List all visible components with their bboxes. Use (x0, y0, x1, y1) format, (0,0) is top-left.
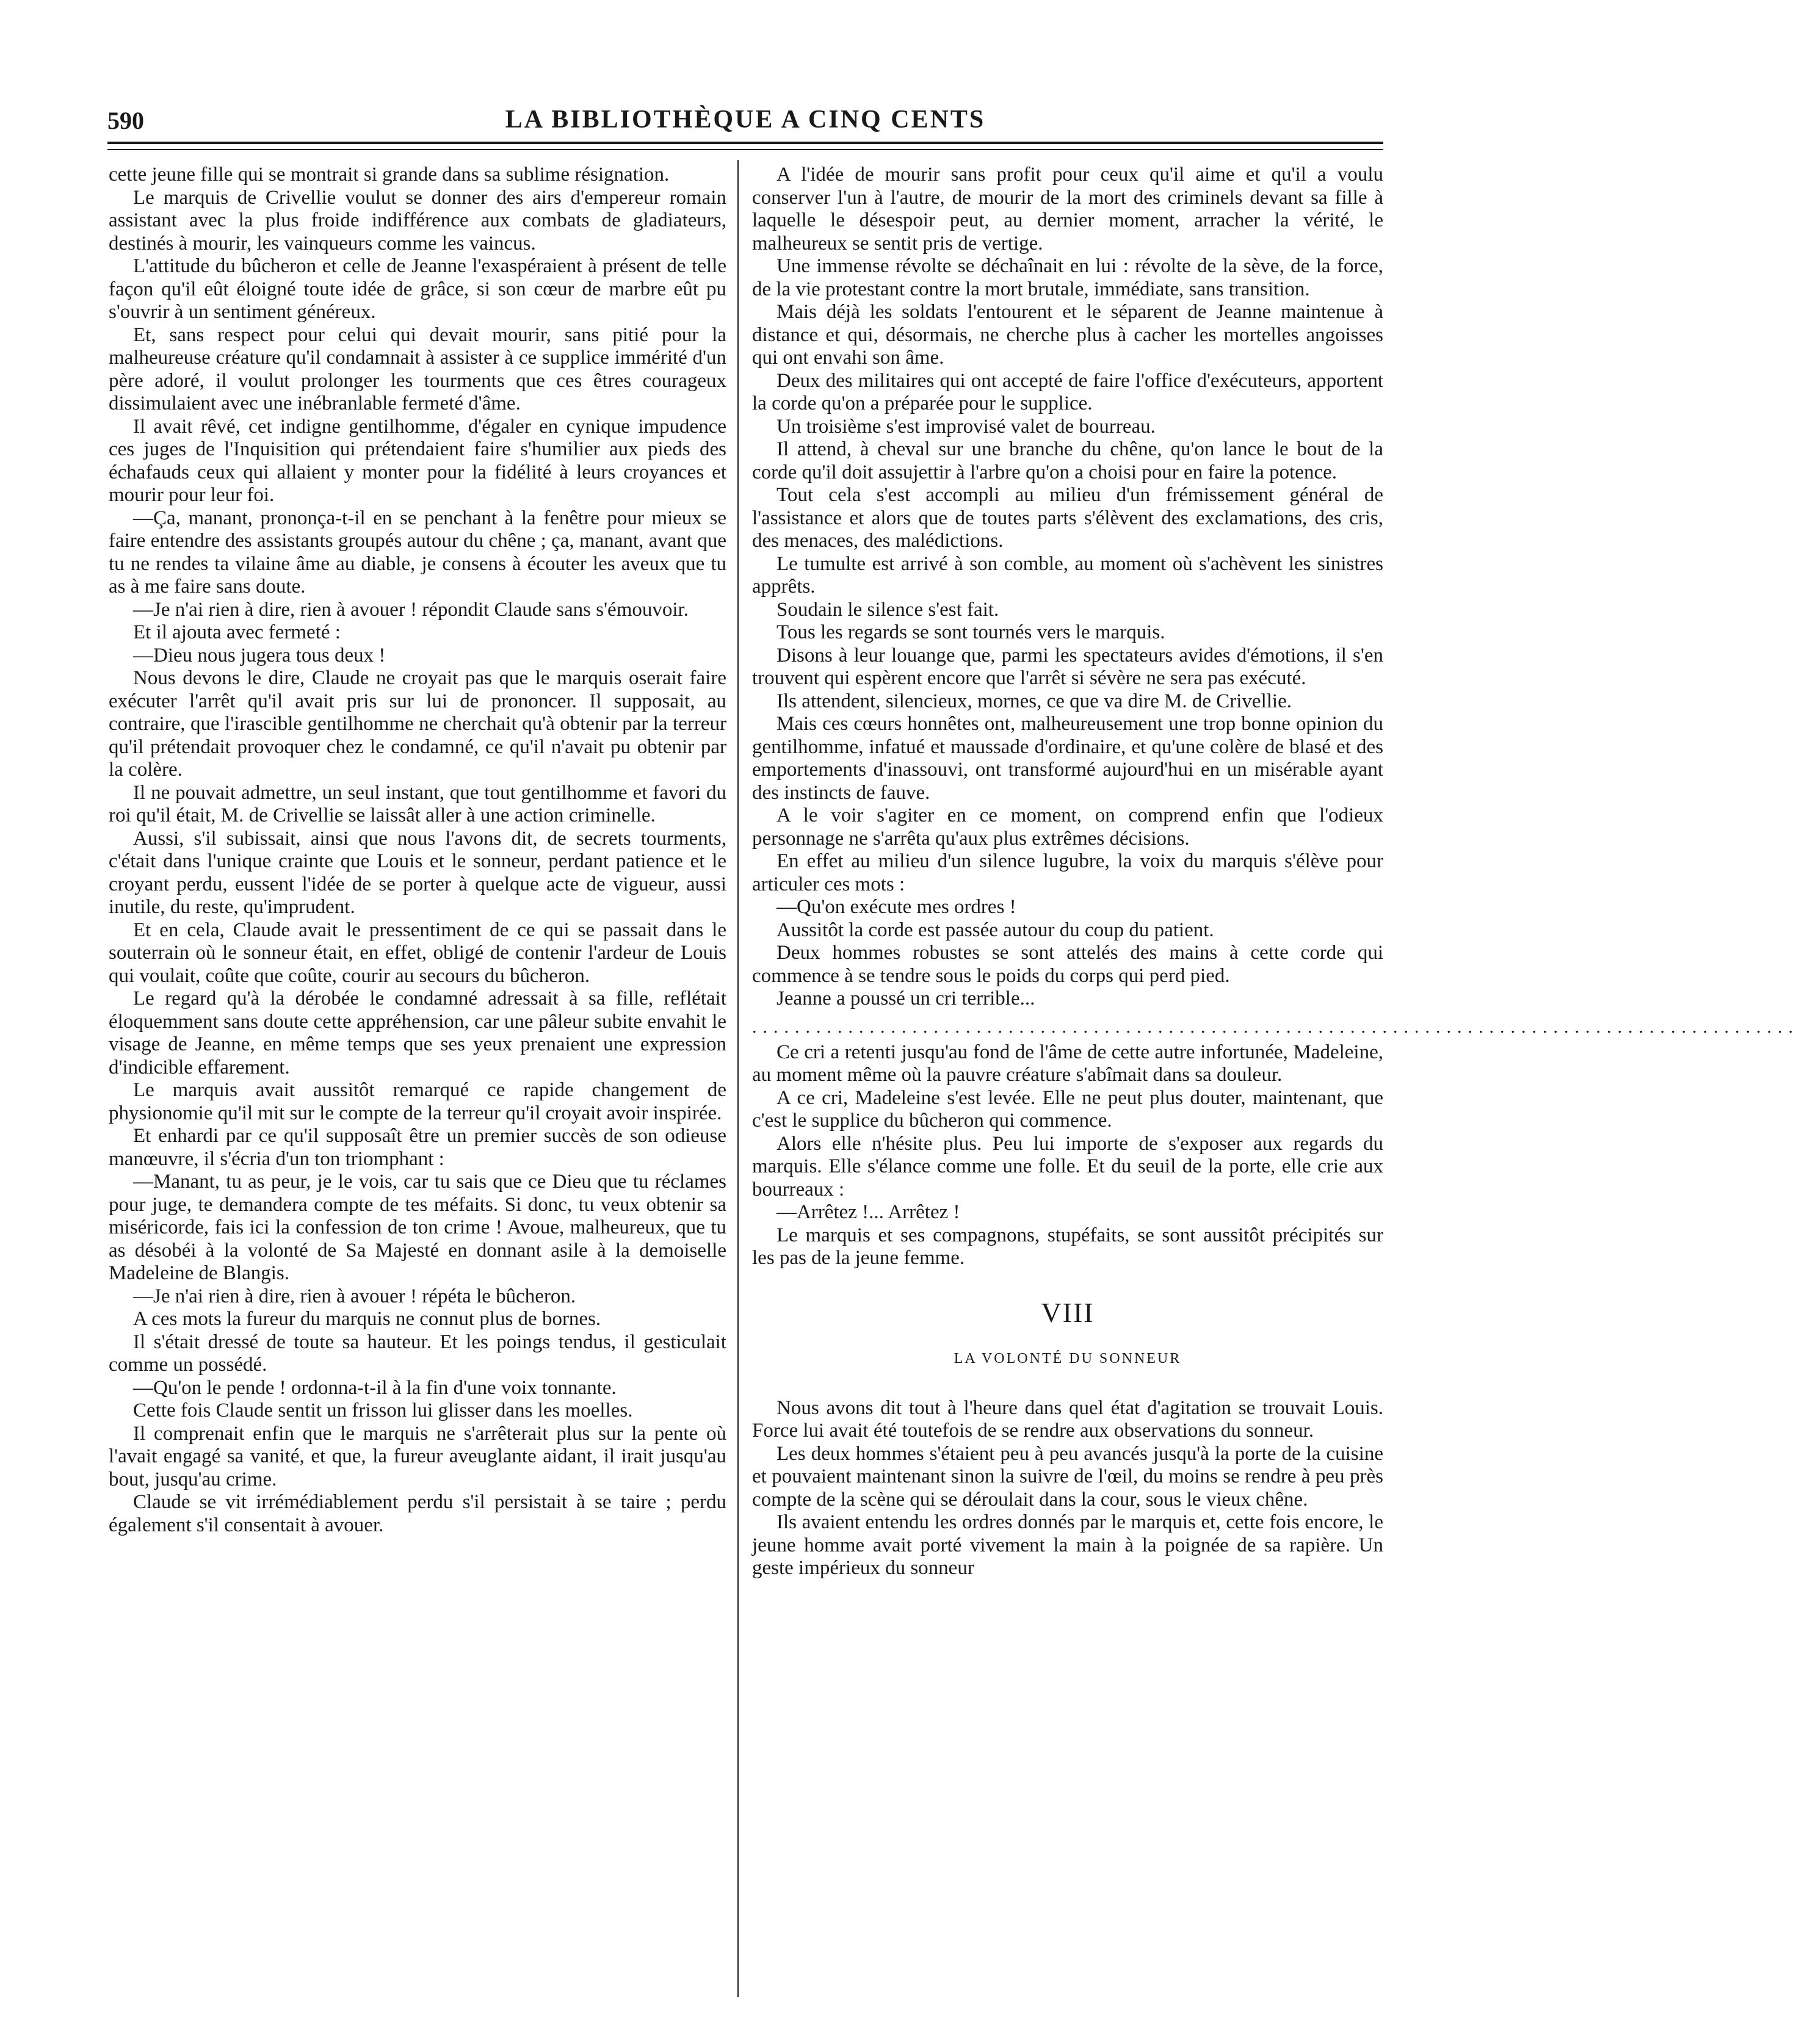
paragraph: Et il ajouta avec fermeté : (133, 621, 341, 643)
paragraph: Et en cela, Claude avait le pressentiment de ce qui se passait dans le souterrain où le sonneur était, en effet, obligé de contenir l'ardeur de Louis qui voulait, coûte que coûte, courir au secours du bûcheron. (109, 919, 726, 987)
paragraph: cette jeune fille qui se montrait si grande dans sa sublime résignation. (109, 164, 670, 186)
paragraph: A ces mots la fureur du marquis ne connut plus de bornes. (133, 1308, 601, 1330)
paragraph: Le regard qu'à la dérobée le condamné adressait à sa fille, reflétait éloquemment sans doute cette appréhension, car une pâleur subite envahit le visage de Jeanne, en même temps que ses yeux prenaient une expression d'indicible effarement. (109, 988, 726, 1078)
chapter-number: VIII (1041, 1296, 1095, 1328)
paragraph: L'attitude du bûcheron et celle de Jeanne l'exaspéraient à présent de telle façon qu'il eût éloigné toute idée de grâce, si son cœur de marbre eût pu s'ouvrir à un sentiment généreux. (109, 255, 726, 323)
paragraph: Aussitôt la corde est passée autour du coup du patient. (776, 919, 1214, 941)
paragraph: Tous les regards se sont tournés vers le marquis. (776, 621, 1165, 643)
paragraph: Il attend, à cheval sur une branche du chêne, qu'on lance le bout de la corde qu'il doit assujettir à l'arbre qu'on a choisi pour en faire la potence. (752, 438, 1383, 483)
paragraph: Le tumulte est arrivé à son comble, au moment où s'achèvent les sinistres apprêts. (752, 552, 1383, 598)
page-number: 590 (107, 107, 144, 134)
paragraph: Il ne pouvait admettre, un seul instant, que tout gentilhomme et favori du roi qu'il était, M. de Crivellie se laissât aller à une action criminelle. (109, 781, 726, 826)
paragraph: Tout cela s'est accompli au milieu d'un frémissement général de l'assistance et alors que de toutes parts s'élèvent des exclamations, des cris, des menaces, des malédictions. (752, 484, 1383, 552)
paragraph: —Dieu nous jugera tous deux ! (133, 644, 386, 666)
paragraph: Disons à leur louange que, parmi les spectateurs avides d'émotions, il s'en trouvent qui espèrent encore que l'arrêt si sévère ne sera pas exécuté. (752, 644, 1383, 689)
paragraph: A l'idée de mourir sans profit pour ceux qu'il aime et qu'il a voulu conserver l'un à l'autre, de mourir de la mort des criminels devant sa fille à laquelle le désespoir peut, au dernier moment, arracher la vérité, le malheureux se sentit pris de vertige. (752, 164, 1383, 255)
paragraph: Nous avons dit tout à l'heure dans quel état d'agitation se trouvait Louis. Force lui avait été toutefois de se rendre aux observations du sonneur. (752, 1396, 1383, 1442)
paragraph: Jeanne a poussé un cri terrible... (776, 988, 1035, 1009)
paragraph: Alors elle n'hésite plus. Peu lui importe de s'exposer aux regards du marquis. Elle s'élance comme une folle. Et du seuil de la porte, elle crie aux bourreaux : (752, 1132, 1383, 1201)
paragraph: —Qu'on le pende ! ordonna-t-il à la fin d'une voix tonnante. (133, 1376, 617, 1399)
paragraph: Le marquis et ses compagnons, stupéfaits, se sont aussitôt précipités sur les pas de la jeune femme. (752, 1224, 1383, 1269)
paragraph: Deux des militaires qui ont accepté de faire l'office d'exécuteurs, apportent la corde qu'on a préparée pour le supplice. (752, 369, 1383, 414)
paragraph: Il avait rêvé, cet indigne gentilhomme, d'égaler en cynique impudence ces juges de l'Inquisition qui prétendaient faire s'humilier aux pieds des échafauds ceux qui allaient y monter pour la fidélité à leurs croyances et mourir pour leur foi. (109, 415, 726, 506)
paragraph: Mais déjà les soldats l'entourent et le séparent de Jeanne maintenue à distance et qui, désormais, ne cherche plus à cacher les mortelles angoisses qui ont envahi son âme. (752, 301, 1383, 369)
paragraph: Le marquis de Crivellie voulut se donner des airs d'empereur romain assistant avec la plus froide indifférence aux combats de gladiateurs, destinés à mourir, les vainqueurs comme les vaincus. (109, 186, 726, 255)
paragraph: Les deux hommes s'étaient peu à peu avancés jusqu'à la porte de la cuisine et pouvaient maintenant sinon la suivre de l'œil, du moins se rendre à peu près compte de la scène qui se déroulait dans la cour, sous le vieux chêne. (752, 1442, 1383, 1511)
paragraph: —Manant, tu as peur, je le vois, car tu sais que ce Dieu que tu réclames pour juge, te demandera compte de tes méfaits. Si donc, tu veux obtenir sa miséricorde, fais ici la confession de ton crime ! Avoue, malheureux, que tu as désobéi à la volonté de Sa Majesté en donnant asile à la demoiselle Madeleine de Blangis. (109, 1171, 726, 1284)
paragraph: Un troisième s'est improvisé valet de bourreau. (776, 415, 1156, 438)
paragraph: Et enhardi par ce qu'il supposaît être un premier succès de son odieuse manœuvre, il s'écria d'un ton triomphant : (109, 1125, 726, 1170)
paragraph: Cette fois Claude sentit un frisson lui glisser dans les moelles. (133, 1399, 633, 1421)
paragraph: —Je n'ai rien à dire, rien à avouer ! répondit Claude sans s'émouvoir. (133, 598, 689, 621)
paragraph: Claude se vit irrémédiablement perdu s'il persistait à se taire ; perdu également s'il consentait à avouer. (109, 1491, 726, 1536)
left-column (109, 164, 726, 1537)
paragraph: Ils attendent, silencieux, mornes, ce que va dire M. de Crivellie. (776, 690, 1292, 712)
chapter-title: LA VOLONTÉ DU SONNEUR (954, 1350, 1182, 1367)
paragraph: Il comprenait enfin que le marquis ne s'arrêterait plus sur la pente où l'avait engagé sa vanité, et que, la fureur aveuglante aidant, il irait jusqu'au bout, jusqu'au crime. (109, 1422, 726, 1490)
paragraph: —Je n'ai rien à dire, rien à avouer ! répéta le bûcheron. (133, 1285, 576, 1307)
paragraph: —Ça, manant, prononça-t-il en se penchant à la fenêtre pour mieux se faire entendre des assistants groupés autour du chêne ; ça, manant, avant que tu ne rendes ta vilaine âme au diable, je consens à écouter les aveux que tu as à me faire sans doute. (109, 507, 726, 598)
paragraph: Le marquis avait aussitôt remarqué ce rapide changement de physionomie qu'il mit sur le compte de la terreur qu'il croyait avoir inspirée. (109, 1079, 726, 1124)
paragraph: Ce cri a retenti jusqu'au fond de l'âme de cette autre infortunée, Madeleine, au moment même où la pauvre créature s'abîmait dans sa douleur. (752, 1041, 1383, 1086)
paragraph: —Qu'on exécute mes ordres ! (776, 896, 1016, 918)
header-rule-thick (107, 142, 1383, 144)
paragraph: Deux hommes robustes se sont attelés des mains à cette corde qui commence à se tendre sous le poids du corps qui perd pied. (752, 942, 1383, 987)
page-header (107, 103, 1383, 139)
running-title: LA BIBLIOTHÈQUE A CINQ CENTS (505, 106, 986, 134)
section-separator-dots: .................................................................................................. (752, 1016, 1799, 1037)
paragraph: —Arrêtez !... Arrêtez ! (776, 1201, 960, 1223)
paragraph: Et, sans respect pour celui qui devait mourir, sans pitié pour la malheureuse créature qu'il condamnait à assister à ce supplice immérité d'un père adoré, il voulut prolonger les tourments que ces êtres courageux dissimulaient avec une inébranlable fermeté d'âme. (109, 323, 726, 414)
column-divider (737, 160, 739, 1997)
paragraph: En effet au milieu d'un silence lugubre, la voix du marquis s'élève pour articuler ces mots : (752, 850, 1383, 895)
paragraph: A ce cri, Madeleine s'est levée. Elle ne peut plus douter, maintenant, que c'est le supplice du bûcheron qui commence. (752, 1086, 1383, 1132)
paragraph: Nous devons le dire, Claude ne croyait pas que le marquis oserait faire exécuter l'arrêt qu'il avait pris sur lui de prononcer. Il supposait, au contraire, que l'irascible gentilhomme ne cherchait qu'à obtenir par la terreur qu'il prétendait provoquer chez le condamné, ce qu'il n'avait pu obtenir par la colère. (109, 667, 726, 781)
paragraph: Une immense révolte se déchaînait en lui : révolte de la sève, de la force, de la vie protestant contre la mort brutale, immédiate, sans transition. (752, 255, 1383, 300)
right-column (752, 164, 1799, 1580)
paragraph: A le voir s'agiter en ce moment, on comprend enfin que l'odieux personnage ne s'arrêta qu'aux plus extrêmes décisions. (752, 804, 1383, 850)
paragraph: Ils avaient entendu les ordres donnés par le marquis et, cette fois encore, le jeune homme avait porté vivement la main à la poignée de sa rapière. Un geste impérieux du sonneur (752, 1511, 1383, 1579)
paragraph: Mais ces cœurs honnêtes ont, malheureusement une trop bonne opinion du gentilhomme, infatué et maussade d'ordinaire, et qu'une colère de blasé et des emportements d'inassouvi, ont transformé aujourd'hui en un misérable ayant des instincts de fauve. (752, 713, 1383, 804)
paragraph: Aussi, s'il subissait, ainsi que nous l'avons dit, de secrets tourments, c'était dans l'unique crainte que Louis et le sonneur, perdant patience et le croyant perdu, eussent l'idée de se porter à quelque acte de vigueur, aussi inutile, du reste, qu'imprudent. (109, 827, 726, 918)
header-rule-thin (107, 149, 1383, 150)
paragraph: Il s'était dressé de toute sa hauteur. Et les poings tendus, il gesticulait comme un possédé. (109, 1331, 726, 1376)
paragraph: Soudain le silence s'est fait. (776, 598, 999, 621)
